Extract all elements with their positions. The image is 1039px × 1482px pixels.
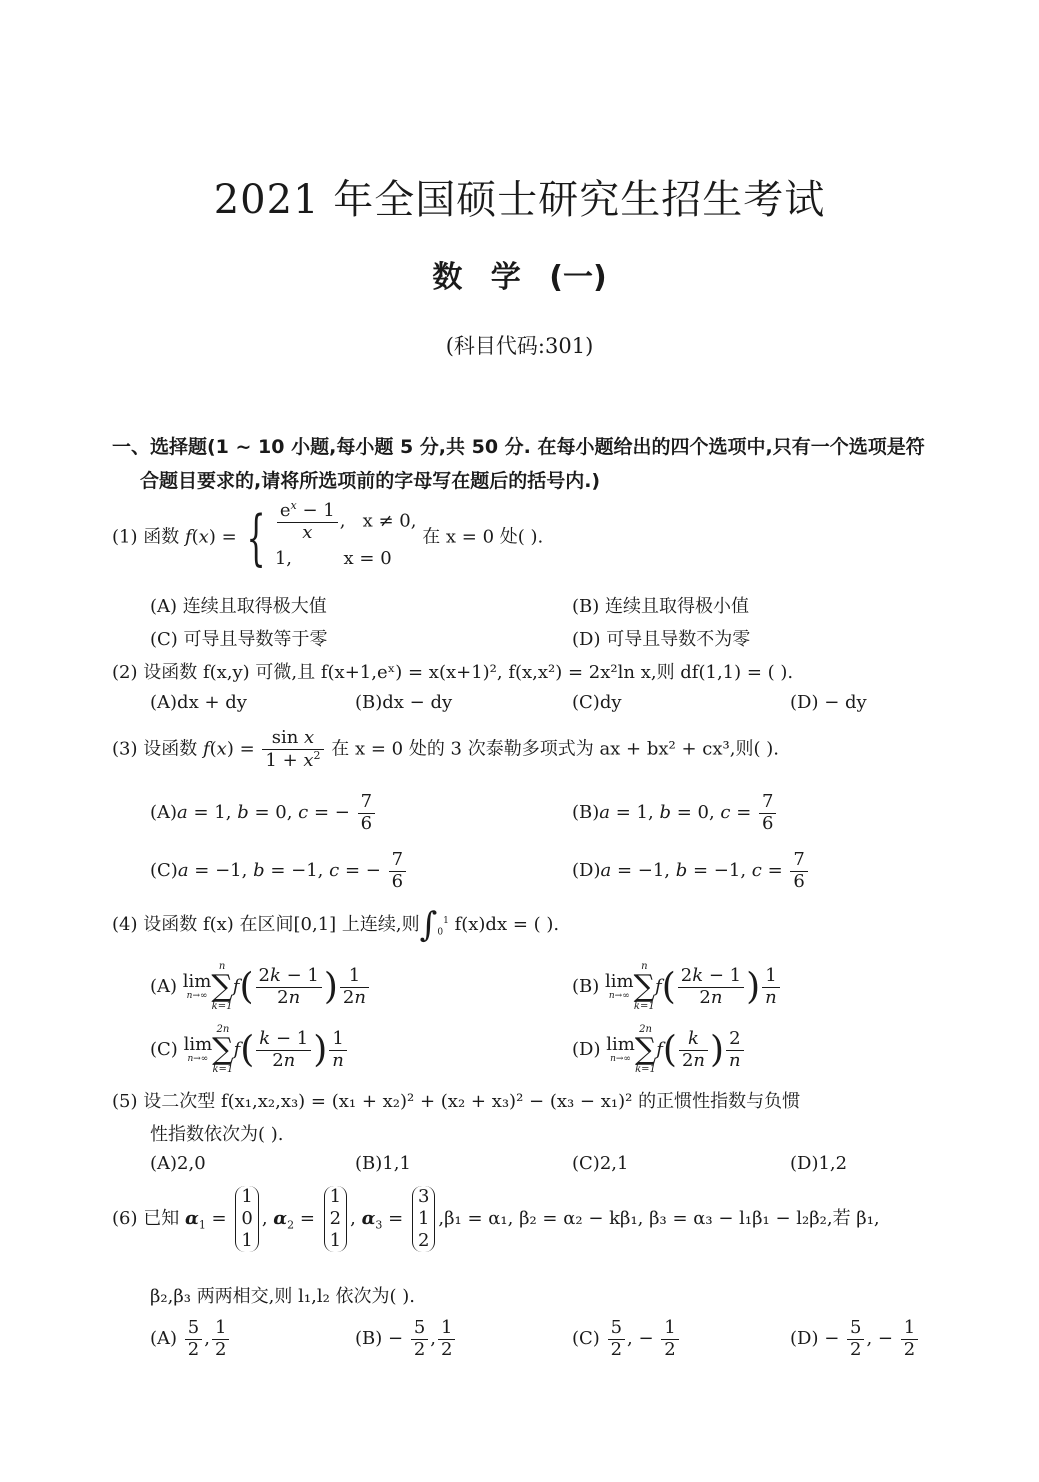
question-4: (4) 设函数 f(x) 在区间[0,1] 上连续,则$\int_0^1$ f(x)dx = ( ). xyxy=(112,905,560,945)
q1-option-c[interactable]: (C) 可导且导数等于零 xyxy=(150,629,328,650)
q4-option-a[interactable]: (A) lim n→∞ n ∑ k=1 f( $\frac{2k - 1}{2n}$ ) $\frac{1}{2n}$ xyxy=(150,962,371,1012)
integral-sign: ∫ xyxy=(419,905,438,945)
section-instructions-line1: 一、选择题(1 ~ 10 小题,每小题 5 分,共 50 分. 在每小题给出的四个选项中,只有一个选项是符 xyxy=(112,436,925,458)
q2-option-c[interactable]: (C)dy xyxy=(572,692,622,713)
q6-option-c[interactable]: (C) $\frac{5}{2}$ , − $\frac{1}{2}$ xyxy=(572,1318,681,1360)
q4-option-c[interactable]: (C) lim n→∞ 2n ∑ k=1 f( $\frac{k - 1}{2n}$ ) $\frac{1}{n}$ xyxy=(150,1025,349,1075)
question-1: (1) 函数 f(x) = { $\frac{e^x - 1}{x}$ , x ≠ 0, 1, x = 0 在 x = 0 处( ). xyxy=(112,500,543,575)
exam-title: 2021 年全国硕士研究生招生考试 xyxy=(213,177,826,223)
q3-option-b[interactable]: (B)a = 1, b = 0, c = $\frac{7}{6}$ xyxy=(572,792,778,834)
q6-option-a[interactable]: (A) $\frac{5}{2}$ , $\frac{1}{2}$ xyxy=(150,1318,231,1360)
q2-option-b[interactable]: (B)dx − dy xyxy=(355,692,453,713)
q6-option-d[interactable]: (D) − $\frac{5}{2}$ , − $\frac{1}{2}$ xyxy=(790,1318,920,1360)
q6-option-b[interactable]: (B) − $\frac{5}{2}$ , $\frac{1}{2}$ xyxy=(355,1318,457,1360)
left-brace: { xyxy=(246,502,266,573)
q1-option-a[interactable]: (A) 连续且取得极大值 xyxy=(150,596,327,617)
question-6-line1: (6) 已知 $\alpha_1$ = 1 0 1 , $\alpha_2$ = 1 2 1 , $\alpha_3$ = 3 1 2 ,β₁ = α₁, β₂ = α₂ − kβ₁, β₃ = α₃ − l₁β₁ − l₂β₂,若 β₁, xyxy=(112,1186,880,1251)
q5-option-a[interactable]: (A)2,0 xyxy=(150,1153,206,1174)
q5-option-b[interactable]: (B)1,1 xyxy=(355,1153,411,1174)
q1-option-b[interactable]: (B) 连续且取得极小值 xyxy=(572,596,749,617)
question-2: (2) 设函数 f(x,y) 可微,且 f(x+1,eˣ) = x(x+1)², f(x,x²) = 2x²ln x,则 df(1,1) = ( ). xyxy=(112,662,794,683)
question-3: (3) 设函数 f(x) = $\frac{\text{sin x}}{1 + x^2}$ 在 x = 0 处的 3 次泰勒多项式为 ax + bx² + cx³,则( ). xyxy=(112,727,779,771)
q5-option-c[interactable]: (C)2,1 xyxy=(572,1153,629,1174)
vector-alpha1: 1 0 1 xyxy=(235,1186,258,1252)
section-instructions-line2: 合题目要求的,请将所选项前的字母写在题后的括号内.) xyxy=(140,470,601,492)
piecewise-cases: $\frac{e^x - 1}{x}$ , x ≠ 0, 1, x = 0 xyxy=(274,499,417,570)
q1-option-d[interactable]: (D) 可导且导数不为零 xyxy=(572,629,751,650)
q4-option-b[interactable]: (B) lim n→∞ n ∑ k=1 f( $\frac{2k - 1}{2n}$ ) $\frac{1}{n}$ xyxy=(572,962,782,1012)
subject-code: (科目代码:301) xyxy=(445,334,594,358)
q3-option-d[interactable]: (D)a = −1, b = −1, c = $\frac{7}{6}$ xyxy=(572,850,810,892)
q3-option-a[interactable]: (A)a = 1, b = 0, c = − $\frac{7}{6}$ xyxy=(150,792,377,834)
vector-alpha3: 3 1 2 xyxy=(412,1186,435,1252)
question-5-line2: 性指数依次为( ). xyxy=(150,1124,284,1145)
question-6-line2: β₂,β₃ 两两相交,则 l₁,l₂ 依次为( ). xyxy=(150,1286,416,1307)
q5-option-d[interactable]: (D)1,2 xyxy=(790,1153,848,1174)
q2-option-d[interactable]: (D) − dy xyxy=(790,692,867,713)
fraction: $\frac{\text{sin x}}{1 + x^2}$ xyxy=(262,728,323,771)
q3-option-c[interactable]: (C)a = −1, b = −1, c = − $\frac{7}{6}$ xyxy=(150,850,408,892)
q4-option-d[interactable]: (D) lim n→∞ 2n ∑ k=1 f( $\frac{k}{2n}$ ) $\frac{2}{n}$ xyxy=(572,1025,746,1075)
vector-alpha2: 1 2 1 xyxy=(324,1186,347,1252)
q2-option-a[interactable]: (A)dx + dy xyxy=(150,692,247,713)
exam-subject: 数 学 (一) xyxy=(432,260,607,295)
question-5-line1: (5) 设二次型 f(x₁,x₂,x₃) = (x₁ + x₂)² + (x₂ + x₃)² − (x₃ − x₁)² 的正惯性指数与负惯 xyxy=(112,1091,801,1112)
